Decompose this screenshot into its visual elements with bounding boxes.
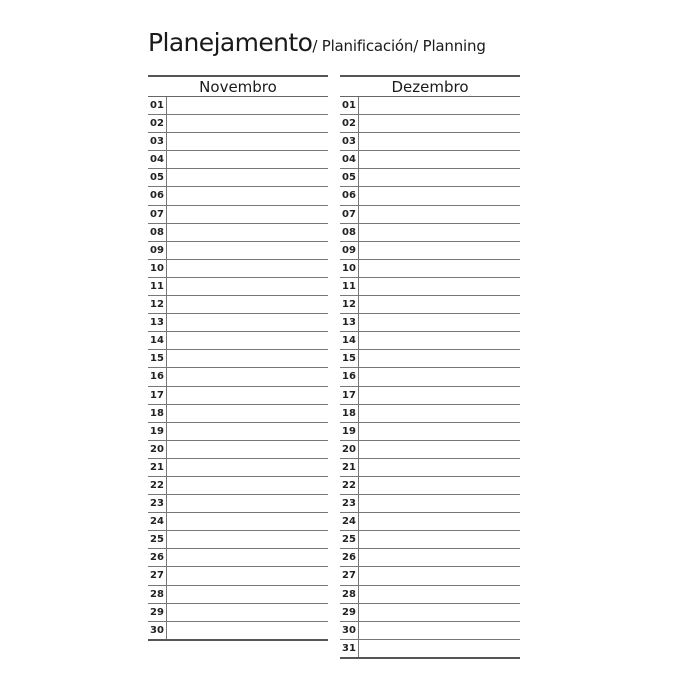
day-row [148,423,328,441]
day-writing-space [167,495,328,512]
day-row [340,549,520,567]
day-row [148,531,328,549]
day-number: 22 [150,479,164,491]
day-writing-space [167,513,328,530]
day-rows [148,97,328,641]
day-writing-space [359,459,520,476]
day-row [148,567,328,585]
day-writing-space [359,332,520,349]
month-header: Dezembro [340,75,520,97]
day-row [148,387,328,405]
day-number: 07 [342,208,356,220]
day-row [148,169,328,187]
day-writing-space [359,97,520,114]
day-writing-space [167,133,328,150]
day-writing-space [167,531,328,548]
day-row [148,622,328,641]
day-number: 29 [342,606,356,618]
day-row [148,278,328,296]
day-writing-space [167,296,328,313]
day-row [340,640,520,659]
day-writing-space [167,441,328,458]
day-row [340,567,520,585]
day-number: 18 [342,407,356,419]
day-writing-space [167,224,328,241]
day-number: 18 [150,407,164,419]
day-writing-space [359,640,520,657]
day-row [340,242,520,260]
day-writing-space [167,350,328,367]
day-number: 20 [150,443,164,455]
day-row [340,387,520,405]
day-writing-space [359,151,520,168]
day-row [340,405,520,423]
day-row [148,350,328,368]
day-row [148,314,328,332]
day-writing-space [167,242,328,259]
page-title [148,30,486,55]
day-number: 24 [342,516,356,528]
day-number: 04 [342,154,356,166]
day-row [148,495,328,513]
day-number: 27 [342,570,356,582]
day-number: 27 [150,570,164,582]
day-row [148,224,328,242]
day-number: 07 [150,208,164,220]
day-row [340,513,520,531]
day-writing-space [167,206,328,223]
day-writing-space [359,296,520,313]
day-number: 10 [150,262,164,274]
day-writing-space [359,477,520,494]
title-main: Planejamento [148,28,313,57]
day-writing-space [167,459,328,476]
month-column-dezembro [340,75,520,659]
day-number: 15 [150,353,164,365]
day-number: 17 [150,389,164,401]
day-row [340,97,520,115]
day-writing-space [167,586,328,603]
day-number: 11 [342,280,356,292]
day-row [340,296,520,314]
day-writing-space [359,495,520,512]
day-row [340,459,520,477]
day-writing-space [359,405,520,422]
day-writing-space [359,586,520,603]
day-writing-space [359,549,520,566]
day-number: 10 [342,262,356,274]
day-number: 08 [150,226,164,238]
day-writing-space [359,169,520,186]
day-row [148,332,328,350]
day-number: 22 [342,479,356,491]
day-row [148,260,328,278]
day-number: 25 [150,534,164,546]
day-writing-space [359,368,520,385]
day-writing-space [359,423,520,440]
day-number: 31 [342,642,356,654]
day-number: 24 [150,516,164,528]
day-writing-space [167,622,328,639]
day-writing-space [167,260,328,277]
day-number: 21 [150,461,164,473]
day-number: 03 [150,136,164,148]
day-writing-space [167,567,328,584]
day-number: 19 [342,425,356,437]
day-row [148,187,328,205]
day-row [340,423,520,441]
day-number: 26 [150,552,164,564]
day-number: 29 [150,606,164,618]
day-writing-space [167,549,328,566]
day-number: 11 [150,280,164,292]
month-header: Novembro [148,75,328,97]
day-number: 12 [342,299,356,311]
day-number: 26 [342,552,356,564]
day-number: 13 [342,317,356,329]
day-writing-space [359,206,520,223]
day-writing-space [167,314,328,331]
day-rows [340,97,520,659]
day-row [340,260,520,278]
day-row [340,531,520,549]
day-number: 09 [150,244,164,256]
day-number: 02 [342,118,356,130]
day-row [340,133,520,151]
day-writing-space [167,405,328,422]
day-row [148,477,328,495]
month-column-novembro [148,75,328,641]
day-number: 09 [342,244,356,256]
day-row [340,169,520,187]
day-row [340,495,520,513]
day-row [148,296,328,314]
day-writing-space [167,187,328,204]
day-writing-space [359,622,520,639]
day-writing-space [359,387,520,404]
day-row [148,97,328,115]
day-writing-space [359,242,520,259]
day-writing-space [359,567,520,584]
day-writing-space [167,278,328,295]
day-row [340,586,520,604]
day-row [148,368,328,386]
day-number: 08 [342,226,356,238]
day-row [340,477,520,495]
day-number: 23 [150,498,164,510]
day-row [340,350,520,368]
day-writing-space [167,151,328,168]
day-writing-space [167,387,328,404]
day-writing-space [167,604,328,621]
day-number: 16 [342,371,356,383]
day-number: 06 [342,190,356,202]
day-number: 20 [342,443,356,455]
day-number: 03 [342,136,356,148]
day-writing-space [359,278,520,295]
day-number: 12 [150,299,164,311]
day-row [340,604,520,622]
day-writing-space [359,314,520,331]
day-number: 01 [342,100,356,111]
day-number: 02 [150,118,164,130]
day-row [340,441,520,459]
day-number: 01 [150,100,164,111]
day-writing-space [359,531,520,548]
day-writing-space [359,260,520,277]
day-number: 05 [342,172,356,184]
day-writing-space [167,368,328,385]
day-writing-space [359,187,520,204]
day-writing-space [167,169,328,186]
day-number: 23 [342,498,356,510]
day-row [340,206,520,224]
day-row [148,151,328,169]
day-number: 15 [342,353,356,365]
day-row [340,314,520,332]
day-number: 28 [150,588,164,600]
day-row [148,405,328,423]
day-number: 17 [342,389,356,401]
day-number: 14 [150,335,164,347]
day-row [148,206,328,224]
day-writing-space [167,97,328,114]
day-writing-space [359,441,520,458]
day-row [148,586,328,604]
day-row [340,151,520,169]
day-row [148,513,328,531]
day-row [340,332,520,350]
day-writing-space [167,423,328,440]
day-number: 21 [342,461,356,473]
day-row [148,115,328,133]
title-subtitle: / Planificación/ Planning [312,37,486,55]
day-writing-space [359,133,520,150]
day-writing-space [167,332,328,349]
day-number: 28 [342,588,356,600]
day-writing-space [359,224,520,241]
day-row [340,278,520,296]
day-row [340,368,520,386]
day-number: 05 [150,172,164,184]
day-row [148,459,328,477]
day-writing-space [359,513,520,530]
day-number: 16 [150,371,164,383]
day-row [340,622,520,640]
day-row [340,115,520,133]
day-number: 14 [342,335,356,347]
day-row [340,187,520,205]
day-number: 13 [150,317,164,329]
day-number: 30 [150,624,164,636]
day-row [148,133,328,151]
day-writing-space [359,115,520,132]
day-writing-space [359,604,520,621]
day-number: 04 [150,154,164,166]
day-number: 30 [342,624,356,636]
day-row [148,441,328,459]
day-writing-space [359,350,520,367]
day-number: 19 [150,425,164,437]
day-writing-space [167,477,328,494]
day-number: 06 [150,190,164,202]
day-row [148,242,328,260]
day-row [148,549,328,567]
day-number: 25 [342,534,356,546]
day-row [148,604,328,622]
day-writing-space [167,115,328,132]
day-row [340,224,520,242]
